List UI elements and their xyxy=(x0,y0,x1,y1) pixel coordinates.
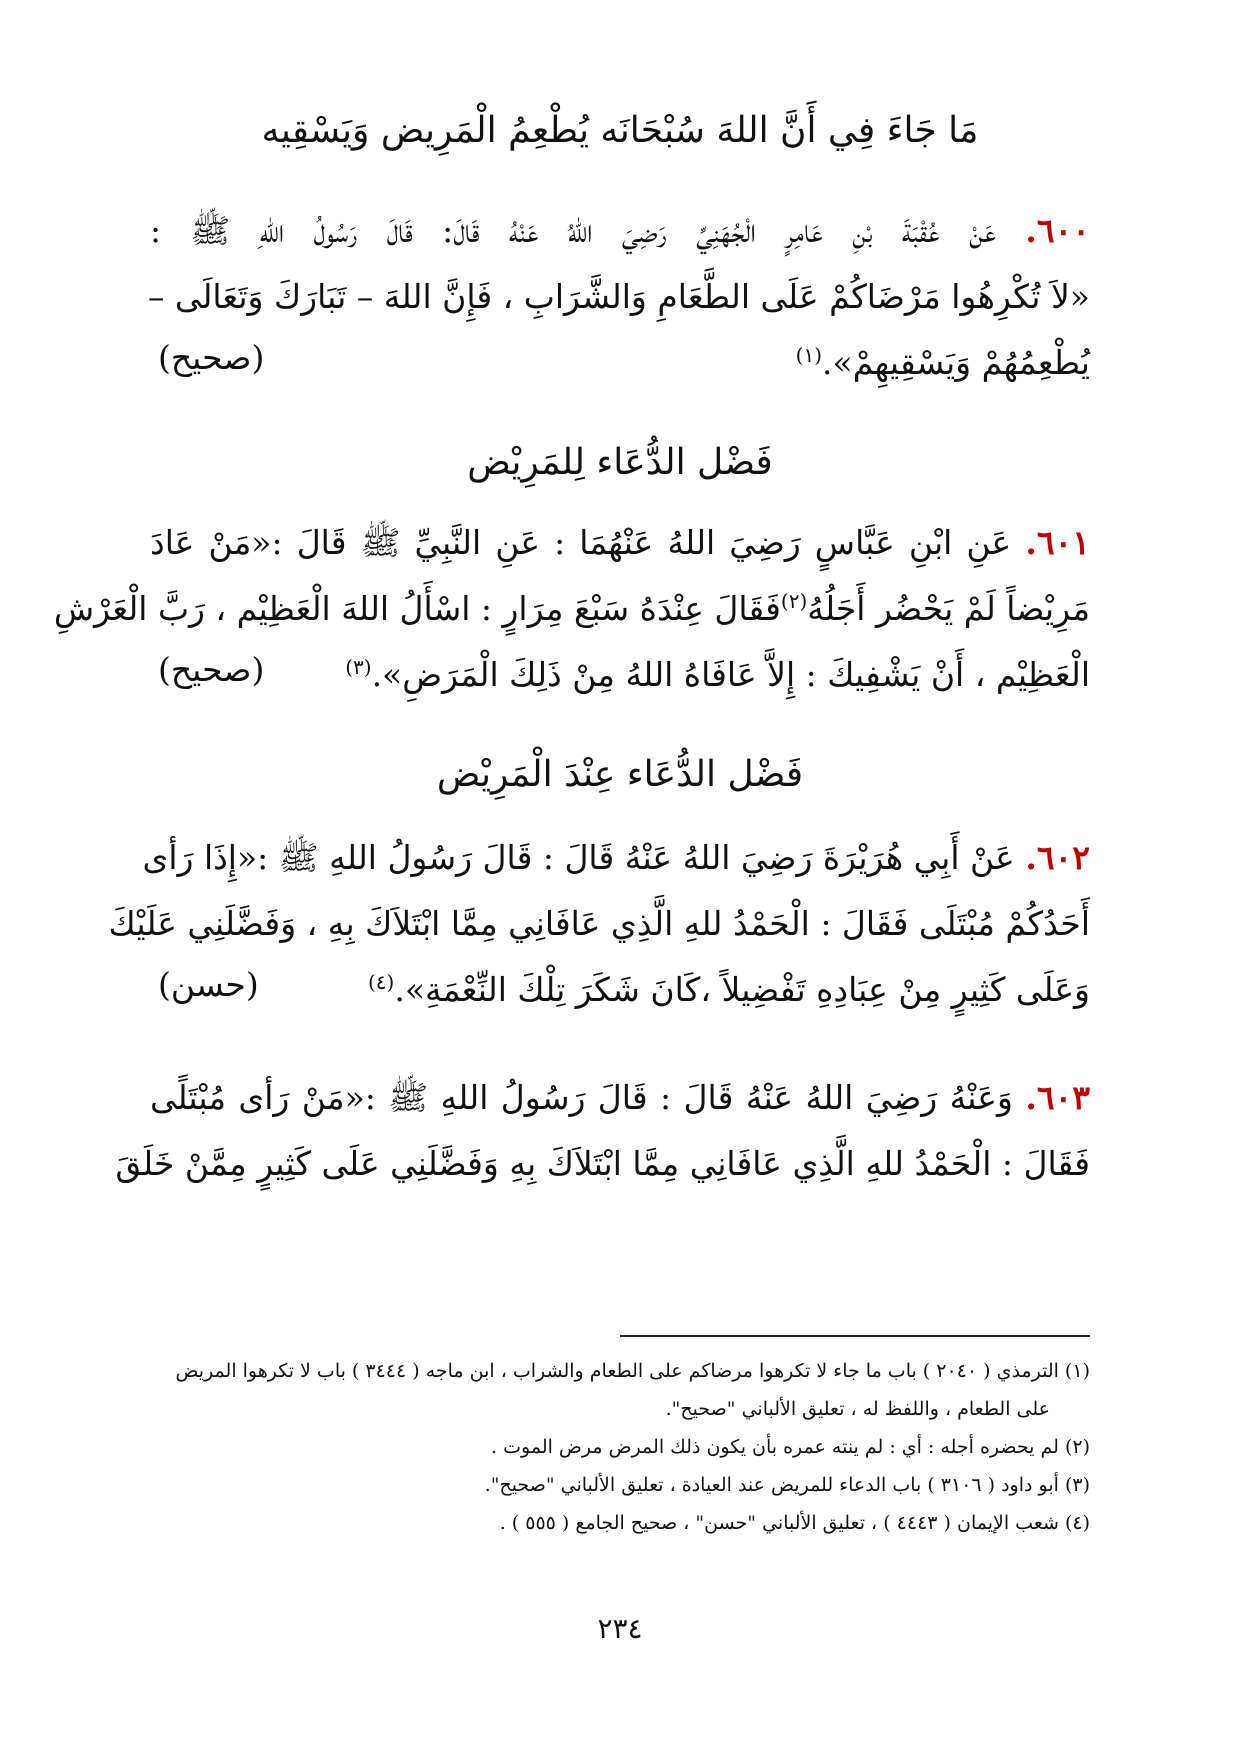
section-heading-1: مَا جَاءَ فِي أَنَّ اللهَ سُبْحَانَه يُطْعِمُ الْمَرِيض وَيَسْقِيه xyxy=(261,110,979,151)
footnote-divider xyxy=(620,1335,1090,1337)
hadith-text: عَنْ أَبِي هُرَيْرَةَ رَضِيَ اللهُ عَنْهُ قَالَ : قَالَ رَسُولُ اللهِ ﷺ :«إِذَا رَأى xyxy=(142,838,1015,877)
footnote-ref: (٣) xyxy=(345,655,372,679)
footnote-text: (١) الترمذي ( ٢٠٤٠ ) باب ما جاء لا تكرهوا مرضاكم على الطعام والشراب ، ابن ماجه ( ٣٤٤٤ ) باب لا تكرهوا المريض xyxy=(175,1360,1090,1382)
section-heading-2: فَضْل الدُّعَاء لِلمَرِيْض xyxy=(467,442,773,483)
hadith-number: ٦٠٠. xyxy=(1025,211,1091,250)
hadith-number: ٦٠٢. xyxy=(1025,838,1090,877)
hadith-601-line-1 xyxy=(150,510,1090,576)
hadith-text: عَنِ ابْنِ عَبَّاسٍ رَضِيَ اللهُ عَنْهُمَا : عَنِ النَّبِيِّ ﷺ قَالَ :«مَنْ عَادَ xyxy=(150,523,1012,562)
footnote-ref: (٢) xyxy=(780,589,808,613)
hadith-number: ٦٠٣. xyxy=(1025,1078,1090,1117)
hadith-number: ٦٠١. xyxy=(1025,523,1090,562)
page-number: ٢٣٤ xyxy=(597,1612,643,1645)
hadith-text: مَرِيْضاً لَمْ يَحْضُر أَجَلُهُ xyxy=(807,589,1090,628)
hadith-601-line-3 xyxy=(150,642,1090,708)
footnote-2: (٢) لم يحضره أجله : أي : لم ينته عمره بأن يكون ذلك المرض مرض الموت . xyxy=(491,1436,1090,1458)
hadith-text: الْعَظِيْم ، أَنْ يَشْفِيكَ : إِلاَّ عَافَاهُ اللهُ مِنْ ذَلِكَ الْمَرَضِ». xyxy=(371,655,1090,694)
hadith-603 xyxy=(115,1065,1090,1197)
footnote-text: على الطعام ، واللفظ له ، تعليق الألباني "صحيح". xyxy=(665,1398,1050,1420)
footnote-1 xyxy=(150,1352,1090,1428)
footnote-ref: (١) xyxy=(795,343,823,367)
footnote-3: (٣) أبو داود ( ٣١٠٦ ) باب الدعاء للمريض عند العيادة ، تعليق الألباني "صحيح". xyxy=(484,1474,1090,1496)
hadith-602 xyxy=(108,825,1090,1023)
grade-label: (صحيح) xyxy=(158,650,265,689)
hadith-600-line-2: «لاَ تُكْرِهُوا مَرْضَاكُمْ عَلَى الطَّعَامِ وَالشَّرَابِ ، فَإِنَّ اللهَ – تَبَارَكَ وَتَعَالَى – xyxy=(147,277,1090,316)
hadith-600-line-3 xyxy=(150,330,1090,396)
grade-label: (حسن) xyxy=(158,965,259,1004)
hadith-text: فَقَالَ عِنْدَهُ سَبْعَ مِرَارٍ : اسْأَلُ اللهَ الْعَظِيْم ، رَبَّ الْعَرْشِ xyxy=(53,589,781,628)
hadith-600-line-1 xyxy=(150,198,1090,264)
footnote-4: (٤) شعب الإيمان ( ٤٤٤٣ ) ، تعليق الألباني "حسن" ، صحيح الجامع ( ٥٥٥ ) . xyxy=(499,1512,1090,1534)
book-page xyxy=(53,0,1091,1754)
hadith-601-line-2 xyxy=(53,576,1090,642)
hadith-602-line-2: أَحَدُكُمْ مُبْتَلَى فَقَالَ : الْحَمْدُ للهِ الَّذِي عَافَانِي مِمَّا ابْتَلاَكَ بِهِ ، وَفَضَّلَنِي عَلَيْكَ xyxy=(108,904,1090,943)
hadith-602-line-3 xyxy=(150,957,1090,1023)
hadith-603-line-1 xyxy=(150,1065,1090,1131)
section-heading-3: فَضْل الدُّعَاء عِنْدَ الْمَرِيْض xyxy=(436,754,804,795)
hadith-text: يُطْعِمُهُمْ وَيَسْقِيهِمْ». xyxy=(822,343,1090,382)
footnote-ref: (٤) xyxy=(367,970,395,994)
hadith-603-line-2: فَقَالَ : الْحَمْدُ للهِ الَّذِي عَافَانِي مِمَّا ابْتَلاَكَ بِهِ وَفَضَّلَنِي عَلَى كَثِيرٍ مِمَّنْ خَلَقَ xyxy=(115,1144,1090,1183)
hadith-text: وَعَلَى كَثِيرٍ مِنْ عِبَادِهِ تَفْضِيلاً ،كَانَ شَكَرَ تِلْكَ النِّعْمَةِ». xyxy=(394,970,1090,1009)
hadith-601 xyxy=(53,510,1090,708)
hadith-602-line-1 xyxy=(142,825,1090,891)
grade-label: (صحيح) xyxy=(158,338,265,377)
hadith-text: عَنْ عُقْبَةَ بْنِ عَامِرٍ الْجُهَنِيِّ رَضِيَ اللهُ عَنْهُ قَالَ: قَالَ رَسُولُ اللهِ ﷺ : xyxy=(150,211,997,250)
hadith-600 xyxy=(147,198,1091,396)
hadith-text: وَعَنْهُ رَضِيَ اللهُ عَنْهُ قَالَ : قَالَ رَسُولُ اللهِ ﷺ :«مَنْ رَأى مُبْتَلًى xyxy=(150,1078,1013,1117)
